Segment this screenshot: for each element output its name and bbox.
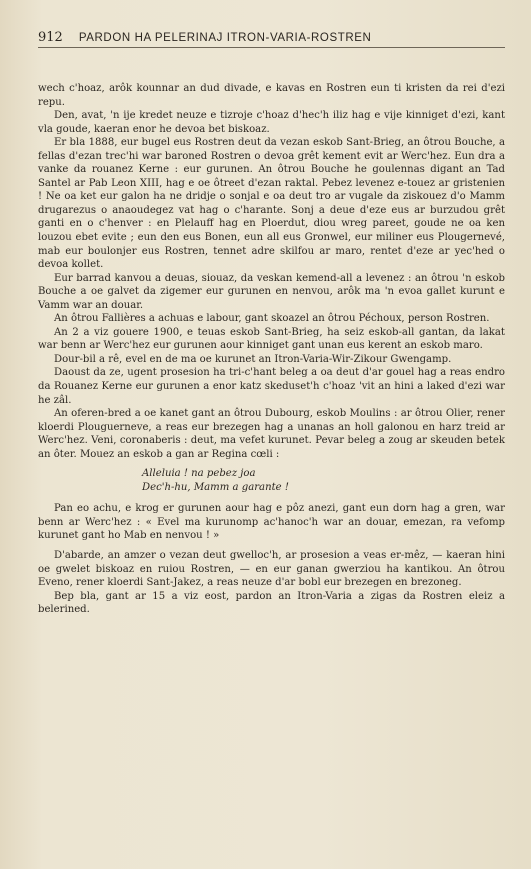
paragraph: Bep bla, gant ar 15 a viz eost, pardon an Itron-Varia a zigas da Rostren eleiz a belerined. <box>38 590 505 616</box>
paragraph: An ôtrou Fallières a achuas e labour, gant skoazel an ôtrou Péchoux, person Rostren. <box>54 313 490 325</box>
body-text <box>38 82 505 617</box>
hymn-line: Dec'h-hu, Mamm a garante ! <box>142 481 289 493</box>
hymn-line: Alleluia ! na pebez joa <box>142 468 256 480</box>
paragraph: An oferen-bred a oe kanet gant an ôtrou Dubourg, eskob Moulins : ar ôtrou Olier, rener kloerdi Plouguerneve, a reas eur brezegen hag a unanas an holl galonou en harz treid ar Werc'hez. Veni, coronaberis : deut, ma vefet kurunet. Pevar beleg a zoug ar skeuden betek an ôter. Mouez an eskob a gan ar Regina cœli : <box>38 408 505 460</box>
paragraph: Daoust da ze, ugent prosesion ha tri-c'hant beleg a oa deut d'ar gouel hag a reas endro da Rouanez Kerne eur gurunen a enor katz skeduset'h c'hoaz 'vit an hini a laked d'ezi war he zâl. <box>38 367 505 406</box>
paragraph: Er bla 1888, eur bugel eus Rostren deut da vezan eskob Sant-Brieg, an ôtrou Bouche, a fellas d'ezan trec'hi war baroned Rostren o devoa grêt kement evit ar Werc'hez. Eun dra a vanke da rouanez Kerne : eur gurunen. An ôtrou Bouche he goulennas digant an Tad Santel ar Pab Leon XIII, hag e oe ôtreet d'ezan raktal. Pebez levenez e-touez ar gristenien ! Ne oa ket eur galon ha ne dridje o sonjal e oa deut tro ar vugale da ziskouez d'o Mamm drugarezus o anaoudegez vat hag o c'harante. Sonj a deue d'eze eus ar burzudou grêt ganti en o c'henver : en Plelauff hag en Ploerdut, diou wreg pareet, goude ne oa ken louzou ebet evite ; eun den eus Bonen, eun all eus Gronwel, eur miliner eus Plougernevé, mab eur boulonjer eus Rostren, tennet adre skilfou ar maro, rentet d'eze ar yec'hed o devoa kollet. <box>38 137 505 271</box>
paragraph: Dour-bil a rê, evel en de ma oe kurunet an Itron-Varia-Wir-Zikour Gwengamp. <box>54 353 452 365</box>
paragraph: wech c'hoaz, arôk kounnar an dud divade, e kavas en Rostren eun ti kristen da rei d'ezi repu. <box>38 83 505 108</box>
paragraph: D'abarde, an amzer o vezan deut gwelloc'h, ar prosesion a veas er-mêz, — kaeran hini oe gwelet biskoaz en ruiou Rostren, — en eur ganan gwerziou ha kantikou. An ôtrou Eveno, rener kloerdi Sant-Jakez, a reas neuze d'ar bobl eur brezegen en brezoneg. <box>38 549 505 589</box>
paragraph: An 2 a viz gouere 1900, e teuas eskob Sant-Brieg, ha seiz eskob-all gantan, da lakat war benn ar Werc'hez eur gurunen aour kinniget gant unan eus kerent an eskob maro. <box>38 326 505 352</box>
paragraph: Pan eo achu, e krog er gurunen aour hag e pôz anezi, gant eun dorn hag a gren, war benn ar Werc'hez : « Evel ma kurunomp ac'hanoc'h war an douar, emezan, ra vefomp kurunet gant ho Mab en nenvou ! » <box>38 503 505 542</box>
paragraph: Eur barrad kanvou a deuas, siouaz, da veskan kemend-all a levenez : an ôtrou 'n eskob Bouche a oe galvet da zigemer eur gurunen en nenvou, arôk ma 'n evoa gallet kurunt e Vamm war an douar. <box>38 272 505 311</box>
paragraph: Den, avat, 'n ije kredet neuze e tizroje c'hoaz d'hec'h iliz hag e vije kinniget d'ezi, kant vla goude, kaeran enor he devoa bet biskoaz. <box>38 110 505 135</box>
page-header <box>38 30 505 48</box>
hymn-quote <box>142 467 505 494</box>
page-number: 912 <box>38 30 63 45</box>
running-title: PARDON HA PELERINAJ ITRON-VARIA-ROSTREN <box>78 32 372 44</box>
